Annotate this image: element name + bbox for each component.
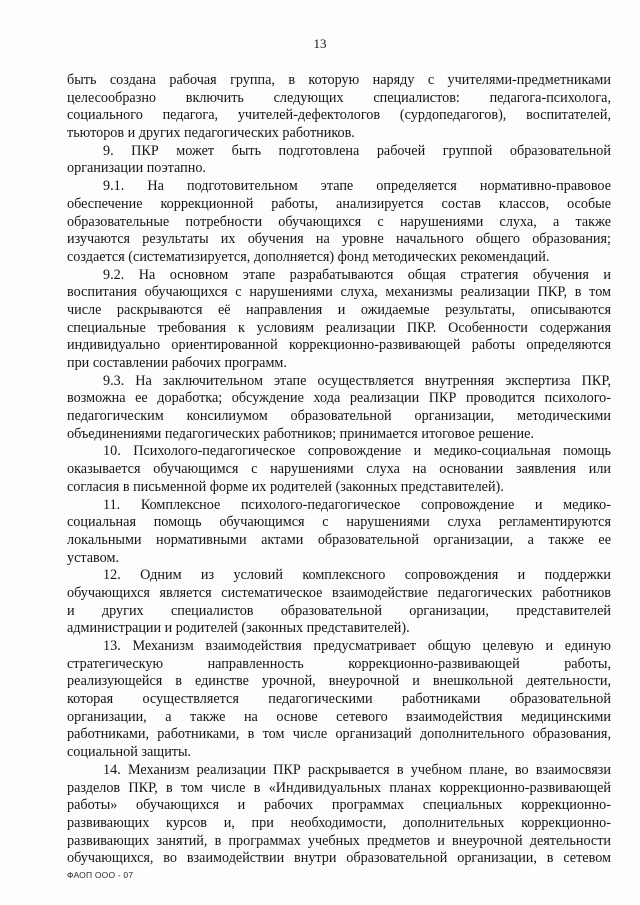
text-line: оказывается обучающимся с нарушениями слуха на основании заявления или <box>67 461 611 478</box>
text-line: 9.3. На заключительном этапе осуществляется внутренняя экспертиза ПКР, <box>103 372 611 389</box>
text-line: стратегическую направленность коррекционно-развивающей работы, <box>67 655 611 672</box>
text-line: образовательные потребности обучающихся с нарушениями слуха, а также <box>67 213 611 230</box>
paragraph <box>67 638 611 762</box>
text-line: реализующейся в единстве урочной, внеурочной и внешкольной деятельности, <box>67 673 611 690</box>
text-line: специальные требования к условиям реализации ПКР. Особенности содержания <box>67 319 611 336</box>
text-line: обучающихся является систематическое взаимодействие педагогических работников <box>67 584 611 601</box>
paragraph <box>67 497 611 568</box>
text-line: 13. Механизм взаимодействия предусматривает общую целевую и единую <box>103 638 611 654</box>
text-line: педагогическим консилиумом образовательной организации, методическими <box>67 408 611 425</box>
text-line: целесообразно включить следующих специалистов: педагога-психолога, <box>67 89 611 106</box>
paragraph <box>67 72 611 143</box>
text-line: индивидуально ориентированной коррекционно-развивающей работы определяются <box>67 337 611 354</box>
text-line: работы» обучающихся и рабочих программах специальных коррекционно- <box>67 797 611 814</box>
text-line: обеспечение коррекционной работы, анализируется состав классов, особые <box>67 195 611 212</box>
document-body <box>67 72 611 868</box>
text-line: создается (систематизируется, дополняется) фонд методических рекомендаций. <box>67 248 550 265</box>
text-line: возможна ее доработка; обсуждение хода реализации ПКР проводится психолого- <box>67 390 611 407</box>
text-line: 9.1. На подготовительном этапе определяется нормативно-правовое <box>103 178 611 195</box>
text-line: работниками, работниками, в том числе организаций дополнительного образования, <box>67 726 611 743</box>
text-line: тьюторов и других педагогических работников. <box>67 125 355 142</box>
paragraph <box>67 443 611 496</box>
text-line: 12. Одним из условий комплексного сопровождения и поддержки <box>103 567 611 584</box>
text-line: 9. ПКР может быть подготовлена рабочей группой образовательной <box>103 142 611 159</box>
paragraph <box>67 178 611 266</box>
paragraph <box>67 373 611 444</box>
text-line: 14. Механизм реализации ПКР раскрывается в учебном плане, во взаимосвязи <box>103 761 611 778</box>
text-line: организации поэтапно. <box>67 160 206 177</box>
paragraph <box>67 567 611 638</box>
text-line: воспитания обучающихся с нарушениями слуха, механизмы реализации ПКР, в том <box>67 284 611 301</box>
paragraph <box>67 267 611 373</box>
text-line: 10. Психолого-педагогическое сопровождение и медико-социальная помощь <box>103 443 611 460</box>
text-line: социального педагога, учителей-дефектологов (сурдопедагогов), воспитателей, <box>67 107 611 124</box>
paragraph <box>67 762 611 868</box>
text-line: числе раскрываются её направления и ожидаемые результаты, описываются <box>67 301 611 318</box>
text-line: 9.2. На основном этапе разрабатываются общая стратегия обучения и <box>103 266 611 283</box>
page-number: 13 <box>313 36 327 51</box>
text-line: социальной защиты. <box>67 744 192 761</box>
document-footer-code: ФАОП ООО - 07 <box>67 870 134 880</box>
text-line: и других специалистов образовательной организации, представителей <box>67 602 611 619</box>
text-line: при составлении рабочих программ. <box>67 355 287 371</box>
text-line: развивающих занятий, в программах учебных предметов и внеурочной деятельности <box>67 832 611 849</box>
text-line: 11. Комплексное психолого-педагогическое сопровождение и медико- <box>103 496 611 513</box>
text-line: уставом. <box>67 549 120 566</box>
text-line: разделов ПКР, в том числе в «Индивидуальных планах коррекционно-развивающей <box>67 779 611 796</box>
text-line: объединениями педагогических работников; принимается итоговое решение. <box>67 425 534 442</box>
text-line: согласия в письменной форме их родителей (законных представителей). <box>67 478 504 495</box>
text-line: социальная помощь обучающимся с нарушениями слуха регламентируются <box>67 514 611 531</box>
text-line: обучающихся, во взаимодействии внутри образовательной организации, в сетевом <box>67 850 611 867</box>
text-line: администрации и родителей (законных представителей). <box>67 620 410 637</box>
text-line: локальными нормативными актами образовательной организации, а также ее <box>67 531 611 548</box>
text-line: изучаются результаты их обучения на уровне начального общего образования; <box>67 231 611 248</box>
paragraph <box>67 143 611 178</box>
text-line: развивающих курсов и, при необходимости, дополнительных коррекционно- <box>67 814 611 831</box>
text-line: быть создана рабочая группа, в которую наряду с учителями-предметниками <box>67 72 611 88</box>
text-line: организации, а также на основе сетевого взаимодействия медицинскими <box>67 708 611 725</box>
text-line: которая осуществляется педагогическими работниками образовательной <box>67 691 611 708</box>
